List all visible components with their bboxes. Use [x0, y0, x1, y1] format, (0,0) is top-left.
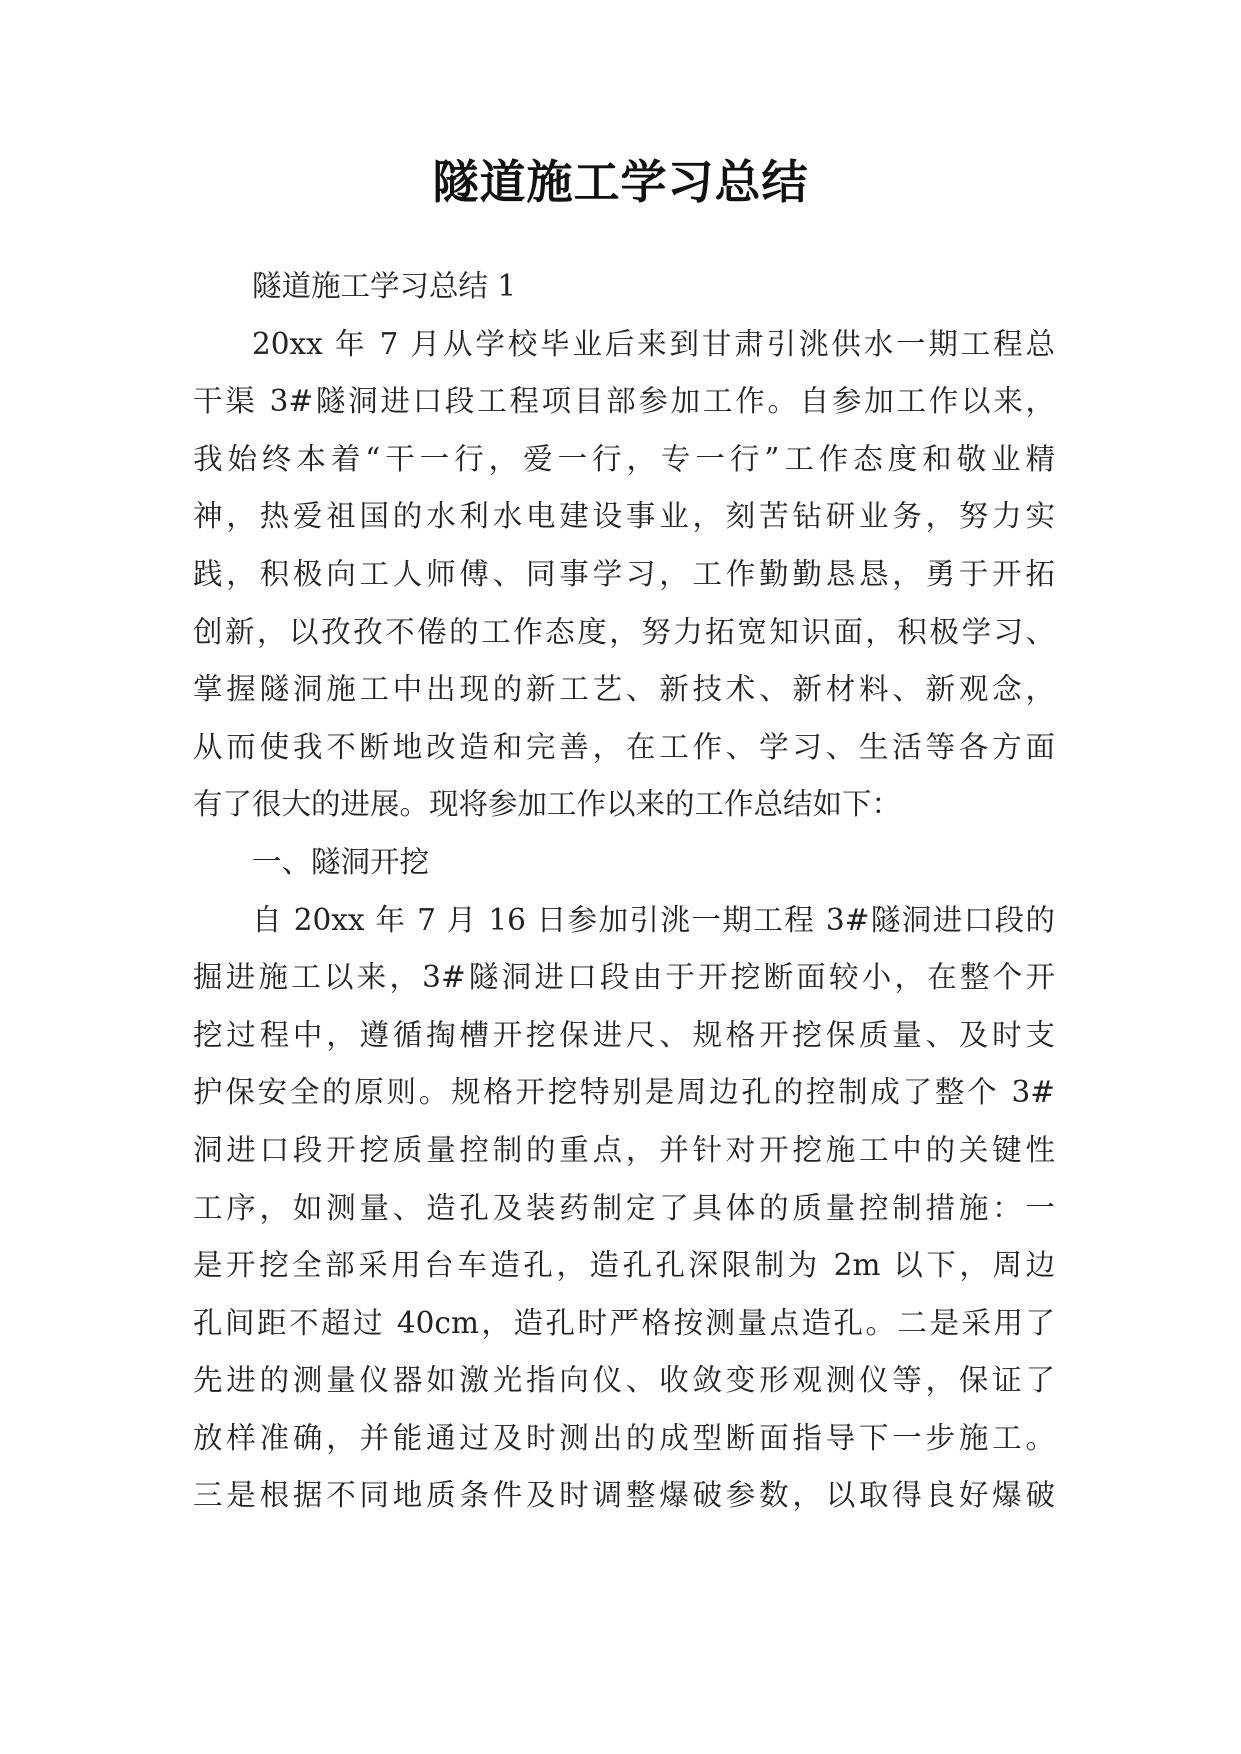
text-line: 挖过程中，遵循掏槽开挖保进尺、规格开挖保质量、及时支 [193, 1017, 1055, 1052]
text-line: 掌握隧洞施工中出现的新工艺、新技术、新材料、新观念， [193, 672, 1055, 707]
text-line: 三是根据不同地质条件及时调整爆破参数，以取得良好爆破 [193, 1478, 1055, 1513]
text-line: 工序，如测量、造孔及装药制定了具体的质量控制措施：一 [193, 1190, 1055, 1225]
text-line: 20xx 年 7 月从学校毕业后来到甘肃引洮供水一期工程总 [252, 326, 1055, 361]
text-line: 自 20xx 年 7 月 16 日参加引洮一期工程 3#隧洞进口段的 [252, 902, 1055, 937]
text-line: 一、隧洞开挖 [252, 844, 430, 879]
text-line: 放样准确，并能通过及时测出的成型断面指导下一步施工。 [193, 1420, 1055, 1455]
text-line: 隧道施工学习总结 1 [252, 269, 517, 303]
text-line: 护保安全的原则。规格开挖特别是周边孔的控制成了整个 3# [193, 1075, 1055, 1110]
text-line: 先进的测量仪器如激光指向仪、收敛变形观测仪等，保证了 [193, 1363, 1055, 1398]
text-line: 干渠 3#隧洞进口段工程项目部参加工作。自参加工作以来， [193, 384, 1055, 419]
text-line: 孔间距不超过 40cm，造孔时严格按测量点造孔。二是采用了 [193, 1305, 1055, 1340]
text-line: 掘进施工以来，3#隧洞进口段由于开挖断面较小，在整个开 [193, 960, 1055, 995]
document-title: 隧道施工学习总结 [432, 155, 809, 209]
text-line: 有了很大的进展。现将参加工作以来的工作总结如下： [193, 787, 902, 822]
text-line: 创新，以孜孜不倦的工作态度，努力拓宽知识面，积极学习、 [193, 614, 1055, 649]
text-line: 是开挖全部采用台车造孔，造孔孔深限制为 2m 以下，周边 [193, 1248, 1055, 1283]
text-line: 从而使我不断地改造和完善，在工作、学习、生活等各方面 [193, 729, 1055, 764]
document-body [193, 258, 1055, 1525]
text-line: 神，热爱祖国的水利水电建设事业，刻苦钻研业务，努力实 [193, 499, 1055, 534]
text-line: 践，积极向工人师傅、同事学习，工作勤勤恳恳，勇于开拓 [193, 556, 1055, 591]
text-line: 我始终本着“干一行，爱一行，专一行”工作态度和敬业精 [193, 441, 1055, 476]
text-line: 洞进口段开挖质量控制的重点，并针对开挖施工中的关键性 [193, 1132, 1055, 1167]
